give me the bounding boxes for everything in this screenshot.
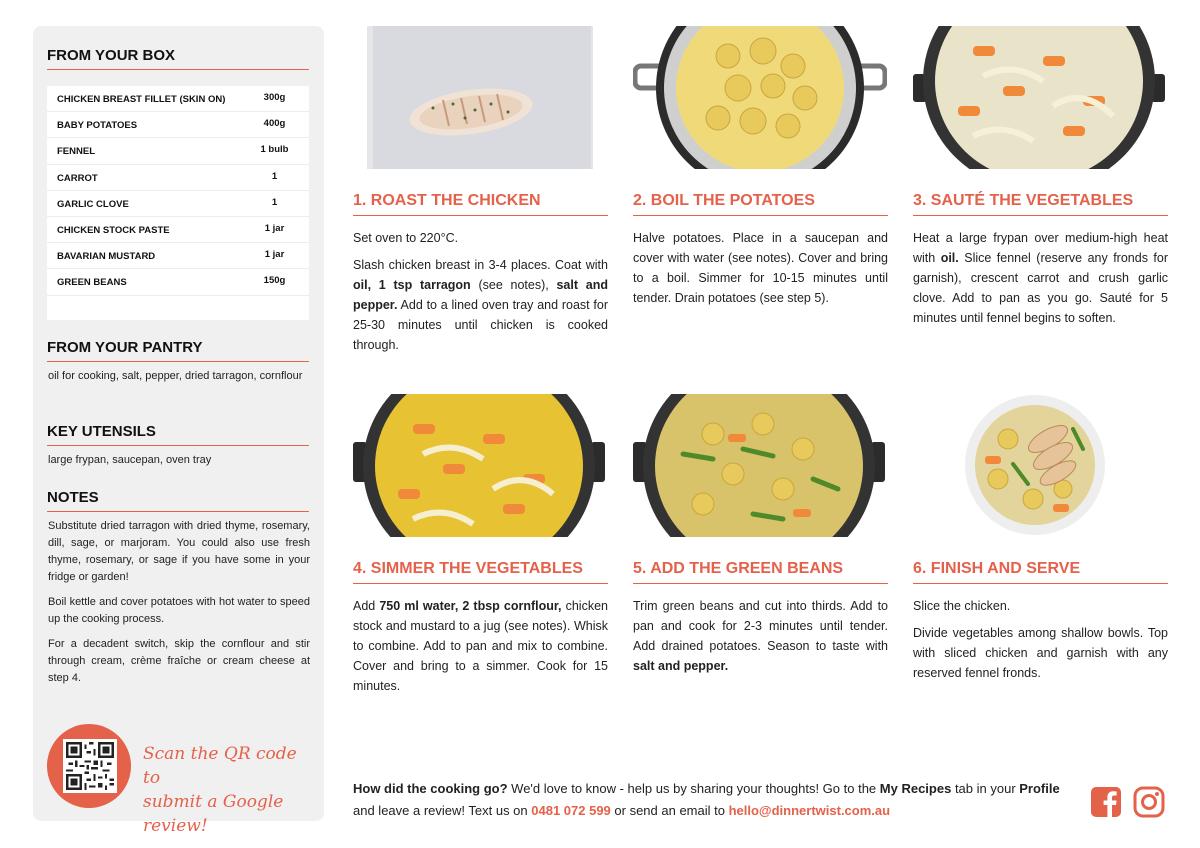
note-2: Boil kettle and cover potatoes with hot water to speed up the cooking process. <box>48 596 310 625</box>
facebook-icon[interactable] <box>1090 786 1122 818</box>
table-row <box>47 165 309 191</box>
step-5-photo <box>633 394 887 537</box>
step-4-text <box>353 596 608 703</box>
step-1-line-2 <box>353 255 608 355</box>
qr-caption-line-2: submit a Google review! <box>143 792 284 836</box>
ingredients-sidebar <box>33 26 324 836</box>
instagram-icon[interactable] <box>1133 786 1165 818</box>
box-ingredients-table <box>47 86 309 320</box>
table-row <box>47 269 309 295</box>
pantry-text: oil for cooking, salt, pepper, dried tarragon, cornflour <box>48 370 303 382</box>
ingredient-qty: 1 jar <box>264 249 285 261</box>
text-segment: Slash chicken breast in 3-4 places. Coat with <box>353 258 608 272</box>
step-5-line-1 <box>633 596 888 676</box>
ingredient-qty: 1 <box>271 170 278 182</box>
step-4-title: 4. SIMMER THE VEGETABLES <box>353 560 608 584</box>
ingredient-qty: 1 bulb <box>260 144 289 156</box>
text-segment: Heat a large frypan over medium-high heat with <box>913 231 1168 265</box>
qr-badge <box>47 724 131 808</box>
text-segment: Add to a lined oven tray and roast for 25-30 minutes until chicken is cooked through. <box>353 298 608 352</box>
step-6-title: 6. FINISH AND SERVE <box>913 560 1168 584</box>
pantry-heading: FROM YOUR PANTRY <box>47 339 309 362</box>
step-2-line-1: Halve potatoes. Place in a saucepan and cover with water (see notes). Cover and bring to a boil. Simmer for 10-15 minutes until tender. Drain potatoes (see step 5). <box>633 231 888 305</box>
step-3-photo <box>913 26 1167 169</box>
ingredient-name: CHICKEN STOCK PASTE <box>57 224 170 236</box>
bold-segment: 750 ml water, 2 tbsp cornflour, <box>379 599 562 613</box>
step-3-text <box>913 228 1168 335</box>
step-6-text <box>913 596 1168 690</box>
ingredient-name: FENNEL <box>57 146 95 158</box>
qr-caption-line-1: Scan the QR code to <box>143 744 297 788</box>
ingredient-name: BABY POTATOES <box>57 120 138 132</box>
step-2-title: 2. BOIL THE POTATOES <box>633 192 888 216</box>
step-6-photo <box>913 394 1167 537</box>
phone-link[interactable]: 0481 072 599 <box>531 803 611 818</box>
ingredient-name: CHICKEN BREAST FILLET (SKIN ON) <box>57 94 226 105</box>
ingredient-qty: 1 jar <box>264 222 285 234</box>
text-segment: (see notes), <box>470 278 557 292</box>
text-segment: We'd love to know - help us by sharing your thoughts! Go to the <box>507 781 880 796</box>
footer-question: How did the cooking go? <box>353 781 508 796</box>
ingredient-qty: 400g <box>263 118 286 130</box>
step-2-photo <box>633 26 887 169</box>
text-segment: and leave a review! Text us on <box>353 803 532 818</box>
qr-caption <box>143 742 313 838</box>
ingredient-qty: 300g <box>263 92 286 103</box>
step-3-title: 3. SAUTÉ THE VEGETABLES <box>913 192 1168 216</box>
email-link[interactable]: hello@dinnertwist.com.au <box>728 803 891 818</box>
step-4-photo <box>353 394 607 537</box>
text-segment: Add <box>353 599 380 613</box>
step-4-line-1 <box>353 596 608 696</box>
step-6-line-1: Slice the chicken. <box>913 599 1011 613</box>
step-3-line-1 <box>913 228 1168 328</box>
table-row <box>47 243 309 269</box>
step-1-title: 1. ROAST THE CHICKEN <box>353 192 608 216</box>
ingredient-qty: 1 <box>271 196 278 208</box>
step-1-text <box>353 228 608 362</box>
table-row <box>47 138 309 164</box>
text-segment: tab in your <box>951 781 1020 796</box>
step-2-text <box>633 228 888 315</box>
text-segment: chicken stock and mustard to a jug (see notes). Whisk to combine. Add to pan and mix to combine. Cover and bring to a simmer. Cook for 15 minutes. <box>353 599 608 693</box>
my-recipes-label: My Recipes <box>879 781 952 796</box>
ingredient-name: CARROT <box>57 172 98 184</box>
ingredient-name: GARLIC CLOVE <box>57 198 129 210</box>
ingredient-name: GREEN BEANS <box>57 277 127 289</box>
profile-label: Profile <box>1019 781 1060 796</box>
box-heading: FROM YOUR BOX <box>47 47 309 70</box>
step-6-line-2: Divide vegetables among shallow bowls. Top with sliced chicken and garnish with any reserved fennel fronds. <box>913 626 1168 680</box>
utensils-heading: KEY UTENSILS <box>47 423 309 446</box>
step-5-title: 5. ADD THE GREEN BEANS <box>633 560 888 584</box>
bold-segment: salt and pepper. <box>353 278 608 312</box>
bold-segment: oil. <box>940 251 959 265</box>
step-1-line-1: Set oven to 220°C. <box>353 231 459 245</box>
step-5-text <box>633 596 888 683</box>
step-1-photo <box>353 26 607 169</box>
text-segment: Slice fennel (reserve any fronds for garnish), crescent carrot and crush garlic clove. Add to pan as you go. Sauté for 5 minutes until fennel begins to soften. <box>913 251 1168 325</box>
qr-code-icon[interactable] <box>63 739 117 793</box>
utensils-text: large frypan, saucepan, oven tray <box>48 454 212 466</box>
review-footer <box>353 778 1073 822</box>
bold-segment: oil, 1 tsp tarragon <box>353 278 471 292</box>
table-row <box>47 86 309 112</box>
bold-segment: salt and pepper. <box>633 659 729 673</box>
ingredient-name: BAVARIAN MUSTARD <box>57 251 156 263</box>
table-row <box>47 112 309 138</box>
table-row <box>47 217 309 243</box>
note-1: Substitute dried tarragon with dried thyme, rosemary, dill, sage, or marjoram. You could also use fresh thyme, rosemary, or sage if you have some in your fridge or garden! <box>48 520 310 583</box>
note-3: For a decadent switch, skip the cornflour and stir through cream, crème fraîche or cream cheese at step 4. <box>48 638 310 684</box>
notes-heading: NOTES <box>47 489 309 512</box>
table-row <box>47 191 309 217</box>
text-segment: or send an email to <box>610 803 729 818</box>
text-segment: Trim green beans and cut into thirds. Add to pan and cook for 2-3 minutes until tender. Add drained potatoes. Season to taste with <box>633 599 888 653</box>
ingredient-qty: 150g <box>263 275 286 287</box>
